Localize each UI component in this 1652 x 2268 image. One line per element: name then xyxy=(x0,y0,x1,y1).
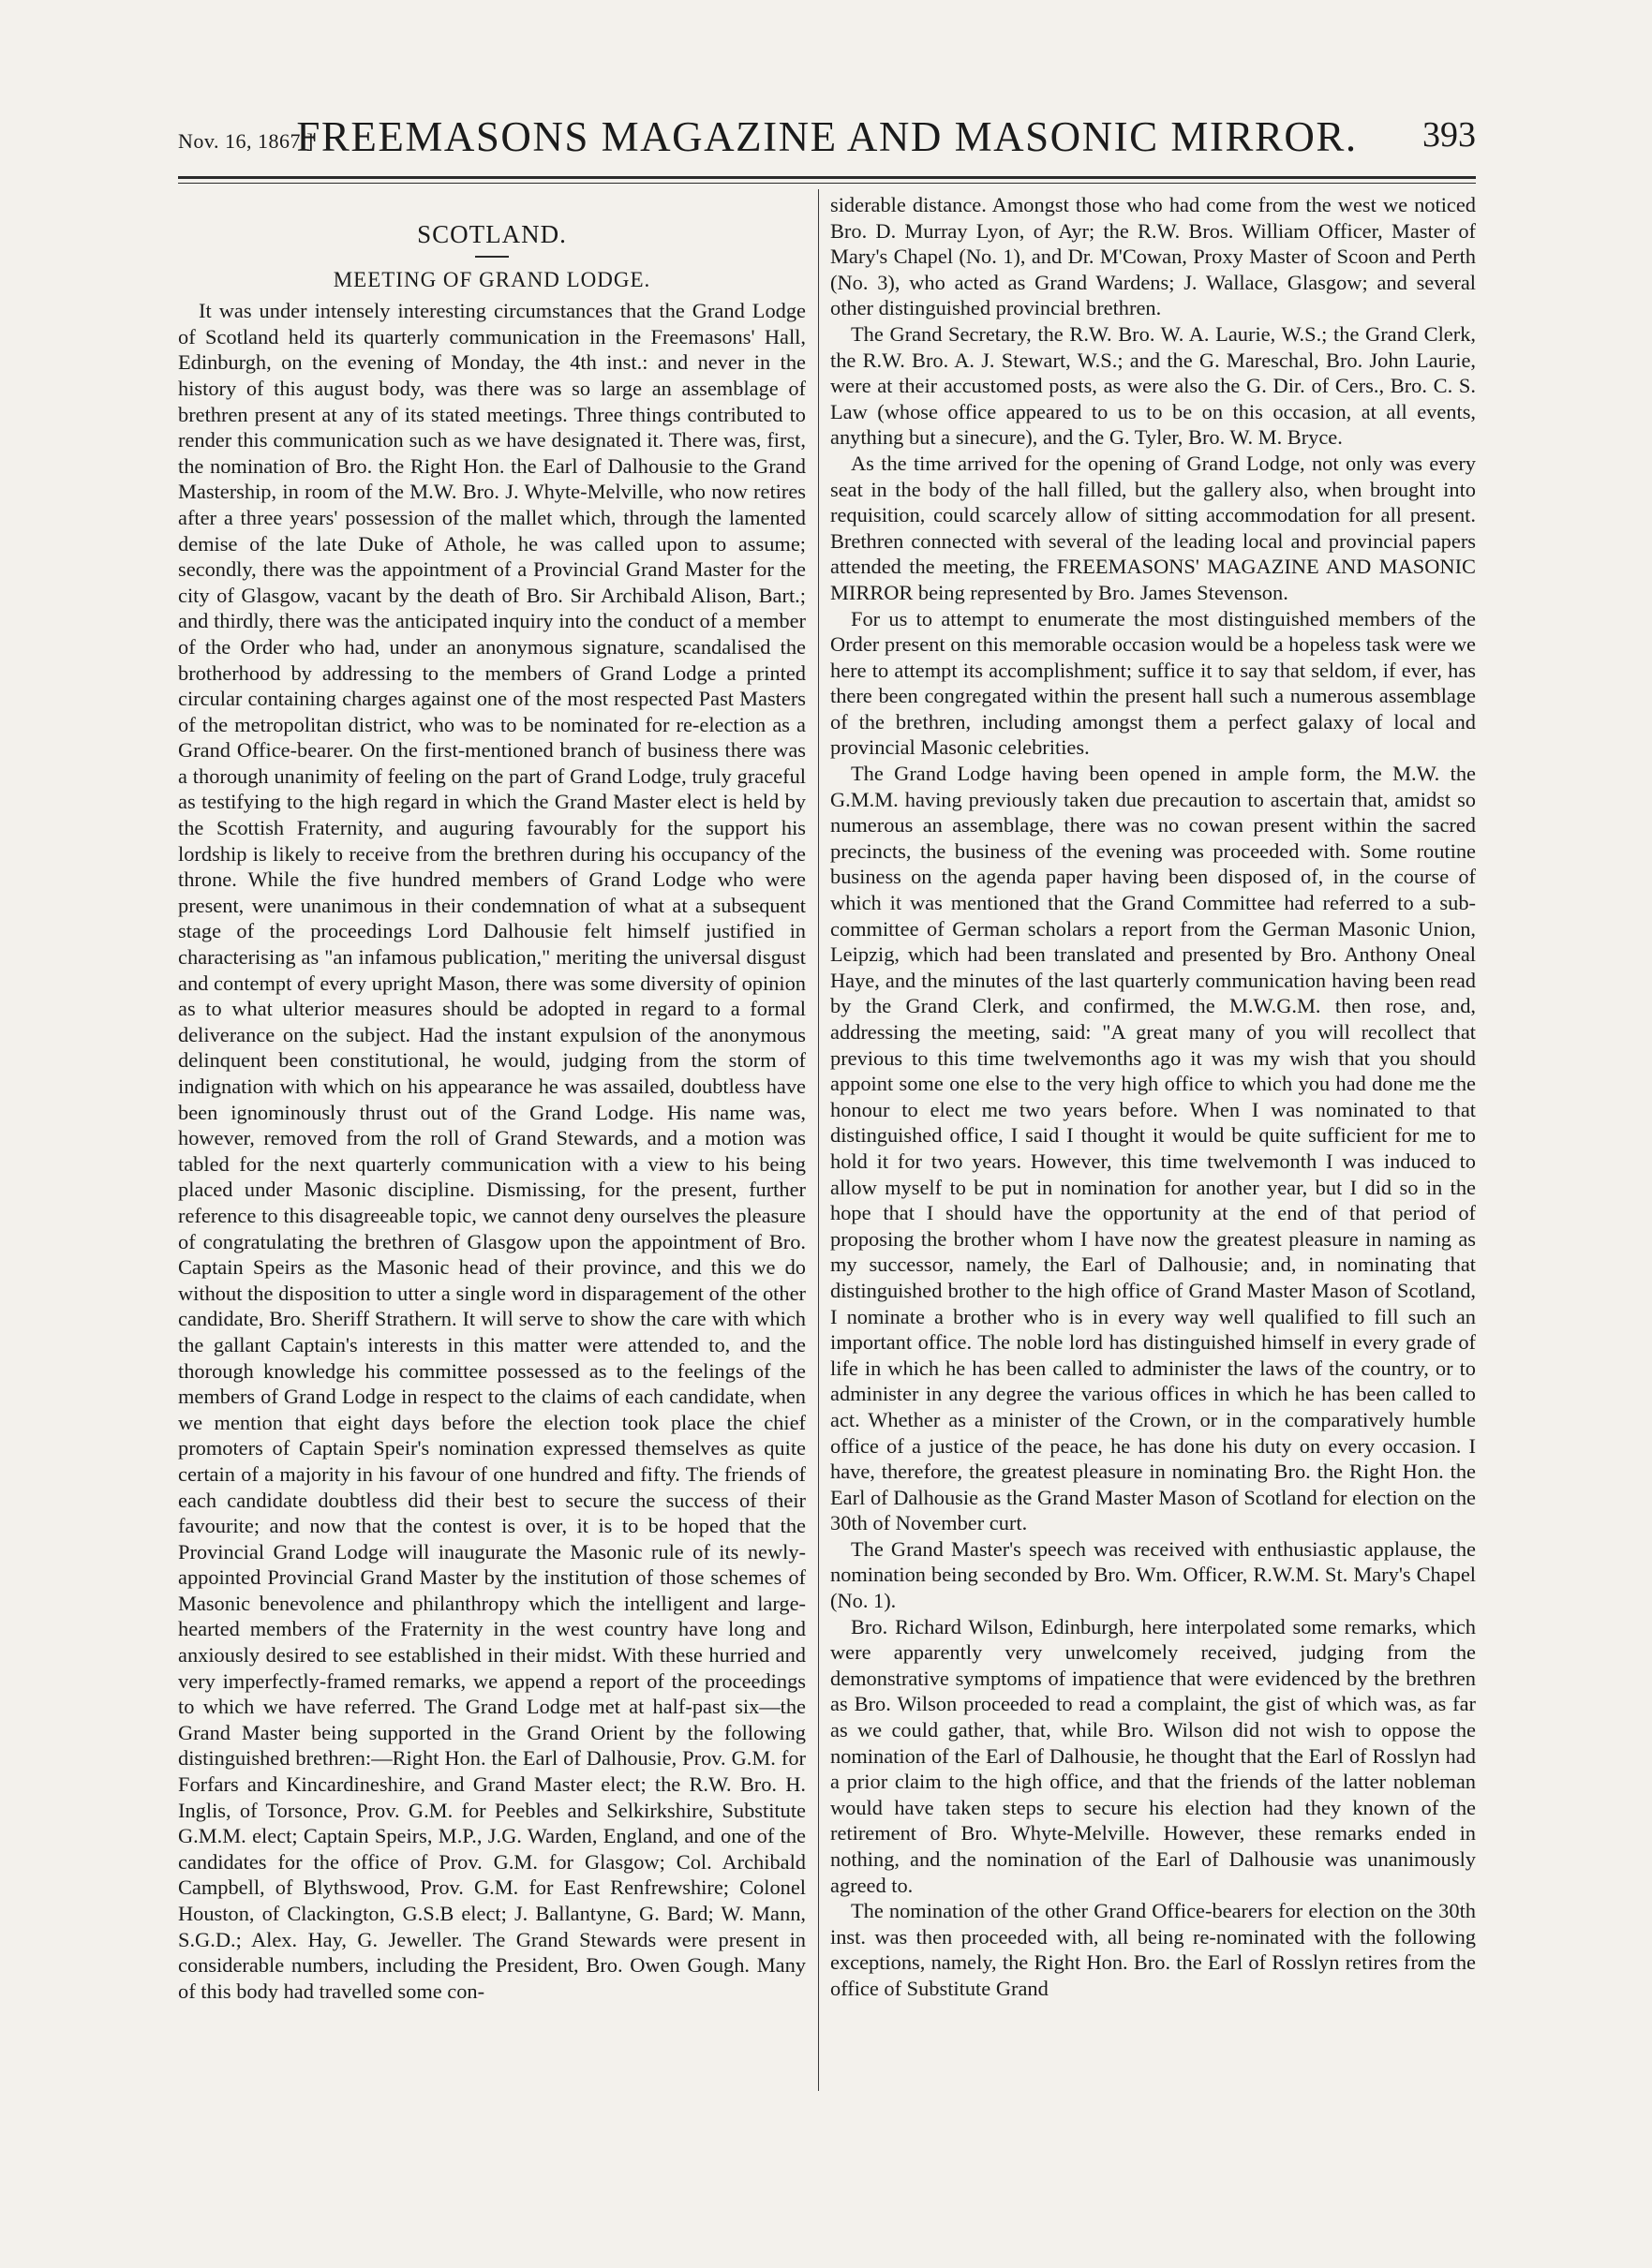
article-heading: MEETING OF GRAND LODGE. xyxy=(333,267,651,291)
article-paragraph: The Grand Lodge having been opened in ample form, the M.W. the G.M.M. having previously taken due precaution to ascertain that, amidst so numerous an assemblage, there was no cowan present within the sacred precincts, the business of the evening was proceeded with. Some routine business on the agenda paper having been disposed of, in the course of which it was mentioned that the Grand Committee had referred to a sub-committee of German scholars a report from the German Masonic Union, Leipzig, which had been translated and presented by Bro. Anthony Oneal Haye, and the minutes of the last quarterly communication having been read by the Grand Clerk, and confirmed, the M.W.G.M. then rose, and, addressing the meeting, said: "A great many of you will recollect that previous to this time twelvemonths ago it was my wish that you should appoint some one else to the very high office to which you had done me the honour to elect me two years before. When I was nominated to that distinguished office, I said I thought it would be quite sufficient for me to hold it for two years. However, this time twelvemonth I was induced to allow myself to be put in nomination for another year, but I did so in the hope that I should have the opportunity at the end of that period of proposing the brother whom I have now the greatest pleasure in naming as my successor, namely, the Earl of Dalhousie; and, in nominating that distinguished brother to the high office of Grand Master Mason of Scotland, I nominate a brother who is in every way well qualified to fill such an important office. The noble lord has distinguished himself in every grade of life in which he has been called to administer the laws of the country, or to administer in any degree the various offices in which he has been called to act. Whether as a minister of the Crown, or in the comparatively humble office of a justice of the peace, he has done his duty on every occasion. I have, therefore, the greatest pleasure in nominating Bro. the Right Hon. the Earl of Dalhousie as the Grand Master Mason of Scotland for election on the 30th of November curt. xyxy=(830,762,1476,1535)
article-paragraph-continued: siderable distance. Amongst those who had come from the west we noticed Bro. D. Murray Lyon, of Ayr; the R.W. Bros. William Officer, Master of Mary's Chapel (No. 1), and Dr. M'Cowan, Proxy Master of Scoon and Perth (No. 3), who acted as Grand Wardens; J. Wallace, Glasgow; and several other distinguished provincial brethren. xyxy=(830,193,1476,320)
masthead-rule-thin xyxy=(178,183,1476,184)
masthead-rule-thick xyxy=(178,176,1476,179)
left-column xyxy=(178,201,806,2084)
article-paragraph: The nomination of the other Grand Office-bearers for election on the 30th inst. was then proceeded with, all being re-nominated with the following exceptions, namely, the Right Hon. Bro. the Earl of Rosslyn retires from the office of Substitute Grand xyxy=(830,1899,1476,2000)
article-paragraph: It was under intensely interesting circumstances that the Grand Lodge of Scotland held its quarterly communication in the Freemasons' Hall, Edinburgh, on the evening of Monday, the 4th inst.: and never in the history of this august body, was there was so large an assemblage of brethren present at any of its stated meetings. Three things contributed to render this communication such as we have designated it. There was, first, the nomination of Bro. the Right Hon. the Earl of Dalhousie to the Grand Mastership, in room of the M.W. Bro. J. Whyte-Melville, who now retires after a three years' possession of the mallet which, through the lamented demise of the late Duke of Athole, he was called upon to assume; secondly, there was the appointment of a Provincial Grand Master for the city of Glasgow, vacant by the death of Bro. Sir Archibald Alison, Bart.; and thirdly, there was the anticipated inquiry into the conduct of a member of the Order who had, under an anonymous signature, scandalised the brotherhood by addressing to the members of Grand Lodge a printed circular containing charges against one of the most respected Past Masters of the metropolitan district, who was to be nominated for re-election as a Grand Office-bearer. On the first-mentioned branch of business there was a thorough unanimity of feeling on the part of Grand Lodge, truly graceful as testifying to the high regard in which the Grand Master elect is held by the Scottish Fraternity, and auguring favourably for the support his lordship is likely to receive from the brethren during his occupancy of the throne. While the five hundred members of Grand Lodge who were present, were unanimous in their condemnation of what at a subsequent stage of the proceedings Lord Dalhousie felt himself justified in characterising as "an infamous publication," meriting the universal disgust and contempt of every upright Mason, there was some diversity of opinion as to what ulterior measures should be adopted in regard to a formal deliverance on the subject. Had the instant expulsion of the anonymous delinquent been constitutional, he would, judging from the storm of indignation with which on his appearance he was assailed, doubtless have been ignominously thrust out of the Grand Lodge. His name was, however, removed from the roll of Grand Stewards, and a motion was tabled for the next quarterly communication with a view to his being placed under Masonic discipline. Dismissing, for the present, further reference to this disagreeable topic, we cannot deny ourselves the pleasure of congratulating the brethren of Glasgow upon the appointment of Bro. Captain Speirs as the Masonic head of their province, and this we do without the disposition to utter a single word in disparagement of the other candidate, Bro. Sheriff Strathern. It will serve to show the care with which the gallant Captain's interests in this matter were attended to, and the thorough knowledge his committee possessed as to the feelings of the members of Grand Lodge in respect to the claims of each candidate, when we mention that eight days before the election took place the chief promoters of Captain Speir's nomination expressed themselves as quite certain of a majority in his favour of one hundred and fifty. The friends of each candidate doubtless did their best to secure the success of their favourite; and now that the contest is over, it is to be hoped that the Provincial Grand Lodge will inaugurate the Masonic rule of its newly-appointed Provincial Grand Master by the institution of those schemes of Masonic benevolence and philanthropy which the intelligent and large-hearted members of the Fraternity in the west country have long and anxiously desired to see established in their midst. With these hurried and very imperfectly-framed remarks, we append a report of the proceedings to which we have referred. The Grand Lodge met at half-past six—the Grand Master being supported in the Grand Orient by the following distinguished brethren:—Right Hon. the Earl of Dalhousie, Prov. G.M. for Forfars and Kincardineshire, and Grand Master elect; the R.W. Bro. H. Inglis, of Torsonce, Prov. G.M. for Peebles and Selkirkshire, Substitute G.M.M. elect; Captain Speirs, M.P., J.G. Warden, England, and one of the candidates for the office of Prov. G.M. for Glasgow; Col. Archibald Campbell, of Blythswood, Prov. G.M. for East Renfrewshire; Colonel Houston, of Clackington, G.S.B elect; J. Ballantyne, G. Bard; W. Mann, S.G.D.; Alex. Hay, G. Jeweller. The Grand Stewards were present in considerable numbers, including the President, Bro. Owen Gough. Many of this body had travelled some con- xyxy=(178,299,806,2003)
column-divider xyxy=(818,189,819,2091)
article-paragraph: As the time arrived for the opening of Grand Lodge, not only was every seat in the body of the hall filled, but the gallery also, when brought into requisition, could scarcely allow of sitting accommodation for all present. Brethren connected with several of the leading local and provincial papers attended the meeting, the FREEMASONS' MAGAZINE AND MASONIC MIRROR being represented by Bro. James Stevenson. xyxy=(830,451,1476,604)
article-paragraph: The Grand Master's speech was received with enthusiastic applause, the nomination being seconded by Bro. Wm. Officer, R.W.M. St. Mary's Chapel (No. 1). xyxy=(830,1536,1476,1613)
article-paragraph: Bro. Richard Wilson, Edinburgh, here interpolated some remarks, which were apparently very unwelcomely received, judging from the demonstrative symptoms of impatience that were evidenced by the brethren as Bro. Wilson proceeded to read a complaint, the gist of which was, as far as we could gather, that, while Bro. Wilson did not wish to oppose the nomination of the Earl of Dalhousie, he thought that the Earl of Rosslyn had a prior claim to the high office, and that the friends of the latter nobleman would have taken steps to secure his election had they known of the retirement of Bro. Whyte-Melville. However, these remarks ended in nothing, and the nomination of the Earl of Dalhousie was unanimously agreed to. xyxy=(830,1614,1476,1897)
right-column xyxy=(830,192,1476,2075)
article-paragraph: The Grand Secretary, the R.W. Bro. W. A. Laurie, W.S.; the Grand Clerk, the R.W. Bro. A. J. Stewart, W.S.; and the G. Mareschal, Bro. John Laurie, were at their accustomed posts, as were also the G. Dir. of Cers., Bro. C. S. Law (whose office appeared to us to be on this occasion, at all events, anything but a sinecure), and the G. Tyler, Bro. W. M. Bryce. xyxy=(830,321,1476,450)
section-heading: SCOTLAND. xyxy=(417,220,567,248)
article-paragraph: For us to attempt to enumerate the most distinguished members of the Order present on this memorable occasion would be a hopeless task were we here to attempt its accomplishment; suffice it to say that seldom, if ever, has there been congregated within the present hall such a numerous assemblage of the brethren, including amongst them a perfect galaxy of local and provincial Masonic celebrities. xyxy=(830,606,1476,760)
issue-date: Nov. 16, 1867.] xyxy=(178,129,314,153)
section-rule xyxy=(475,256,509,258)
page-number: 393 xyxy=(1422,115,1476,155)
masthead xyxy=(178,111,1476,167)
publication-title: FREEMASONS MAGAZINE AND MASONIC MIRROR. xyxy=(296,113,1358,160)
